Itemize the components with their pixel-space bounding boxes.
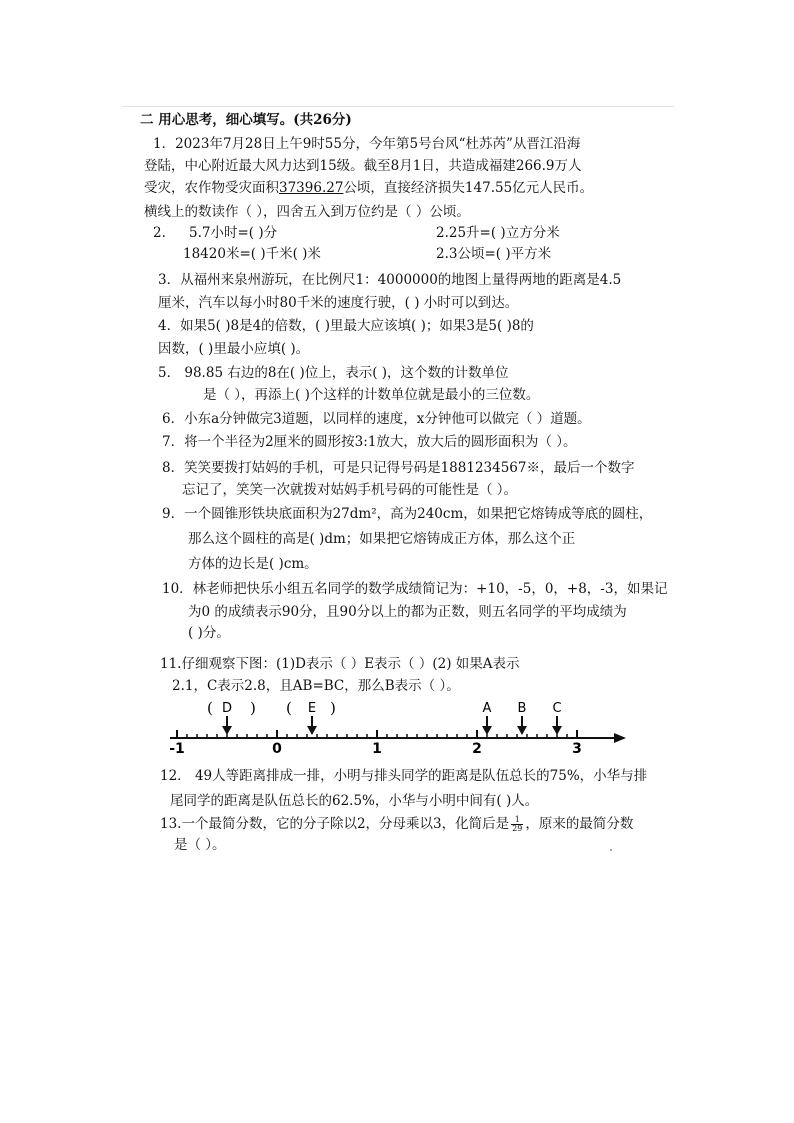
q2-part-a: 5.7小时=( )分 — [189, 225, 278, 241]
q2-part-d: 2.3公顷=( )平方米 — [436, 246, 552, 262]
point-marker-d — [222, 701, 232, 735]
scan-speck — [610, 849, 612, 851]
tick-label: 3 — [572, 741, 582, 757]
down-arrow-icon — [222, 726, 232, 735]
q13-line1-part1: 13.一个最简分数，它的分子除以2，分母乘以3，化简后是 — [160, 816, 510, 832]
q7: 7．将一个半径为2厘米的圆形按3:1放大，放大后的圆形面积为（ ）。 — [162, 434, 577, 450]
q2-part-c: 18420米=( )千米( )米 — [183, 246, 321, 262]
point-marker-a — [482, 701, 492, 735]
q12-line2: 尾同学的距离是队伍总长的62.5%，小华与小明中间有( )人。 — [170, 793, 539, 809]
point-marker-e — [307, 701, 317, 735]
q5-line1: 5． 98.85 右边的8在( )位上，表示( )，这个数的计数单位 — [158, 365, 509, 381]
point-label: B — [517, 701, 527, 716]
q8-line1: 8．笑笑要拨打姑妈的手机，可是只记得号码是1881234567※，最后一个数字 — [162, 460, 635, 476]
q1-line4: 横线上的数读作（ ），四舍五入到万位约是（ ）公顷。 — [144, 204, 470, 220]
bracket-right-e: ) — [330, 699, 336, 717]
q9-line3: 方体的边长是( )cm。 — [188, 556, 318, 572]
q10-line1: 10．林老师把快乐小组五名同学的数学成绩简记为：+10，-5，0，+8，-3，如果记 — [162, 581, 668, 597]
tick-label: 1 — [372, 741, 382, 757]
down-arrow-icon — [482, 726, 492, 735]
q12-line1: 12． 49人等距离排成一排，小明与排头同学的距离是队伍总长的75%，小华与排 — [160, 768, 648, 784]
bracket-left-e: ( — [286, 699, 292, 717]
point-label: D — [221, 701, 233, 716]
point-marker-c — [552, 701, 562, 735]
q13-line2: 是（ ）。 — [174, 837, 226, 853]
q1-line2: 登陆，中心附近最大风力达到15级。截至8月1日，共造成福建266.9万人 — [144, 158, 582, 174]
q8-line2: 忘记了，笑笑一次就拨对姑妈手机号码的可能性是（ ）。 — [182, 482, 518, 498]
q3-line1: 3．从福州来泉州游玩，在比例尺1：4000000的地图上量得两地的距离是4.5 — [158, 272, 622, 288]
down-arrow-icon — [307, 726, 317, 735]
point-markers — [222, 701, 562, 735]
q10-line3: ( )分。 — [188, 625, 230, 641]
tick-label: 2 — [472, 741, 482, 757]
q13-fraction — [511, 816, 523, 833]
tick-label: -1 — [169, 741, 185, 757]
down-arrow-icon — [552, 726, 562, 735]
point-label: C — [552, 701, 562, 716]
q2-number: 2. — [153, 225, 166, 241]
tick-labels — [169, 741, 582, 757]
q1-line1: 1．2023年7月28日上午9时55分，今年第5号台风“杜苏芮”从晋江沿海 — [153, 136, 581, 152]
q13-line1-part2: ，原来的最简分数 — [525, 816, 634, 832]
bracket-right-d: ) — [250, 699, 256, 717]
q5-line2: 是（ ），再添上( )个这样的计数单位就是最小的三位数。 — [203, 387, 540, 403]
section-header: 二 用心思考，细心填写。(共26分) — [140, 112, 352, 128]
q2-part-b: 2.25升=( )立方分米 — [436, 225, 560, 241]
q1-line3-part2: 公顷，直接经济损失147.55亿元人民币。 — [343, 180, 594, 196]
q11-line1: 11.仔细观察下图：(1)D表示（ ）E表示（ ）(2) 如果A表示 — [160, 656, 520, 672]
q3-line2: 厘米，汽车以每小时80千米的速度行驶，( ) 小时可以到达。 — [158, 295, 519, 311]
bracket-left-d: ( — [207, 699, 213, 717]
q1-underlined-number: 37396.27 — [279, 180, 344, 196]
down-arrow-icon — [517, 726, 527, 735]
q13-line1 — [160, 815, 633, 833]
q13-fraction-numerator: 1 — [511, 816, 523, 825]
q4-line2: 因数，( )里最小应填( )。 — [158, 341, 310, 357]
point-label: A — [482, 701, 492, 716]
point-label: E — [307, 701, 317, 716]
q6: 6．小东a分钟做完3道题，以同样的速度，x分钟他可以做完（ ）道题。 — [162, 411, 591, 427]
q9-line2: 那么这个圆柱的高是( )dm；如果把它熔铸成正方体，那么这个正 — [188, 531, 576, 547]
q4-line1: 4．如果5( )8是4的倍数，( )里最大应该填( )；如果3是5( )8的 — [158, 318, 534, 334]
q13-fraction-denominator: 29 — [512, 824, 523, 833]
point-marker-b — [517, 701, 527, 735]
q11-line2: 2.1，C表示2.8，且AB=BC，那么B表示（ ）。 — [172, 678, 460, 694]
q10-line2: 为0 的成绩表示90分，且90分以上的都为正数，则五名同学的平均成绩为 — [188, 604, 627, 620]
q9-line1: 9．一个圆锥形铁块底面积为27dm²，高为240cm，如果把它熔铸成等底的圆柱， — [162, 506, 653, 522]
tick-label: 0 — [272, 741, 282, 757]
q1-line3-part1: 受灾，农作物受灾面积 — [144, 180, 279, 196]
